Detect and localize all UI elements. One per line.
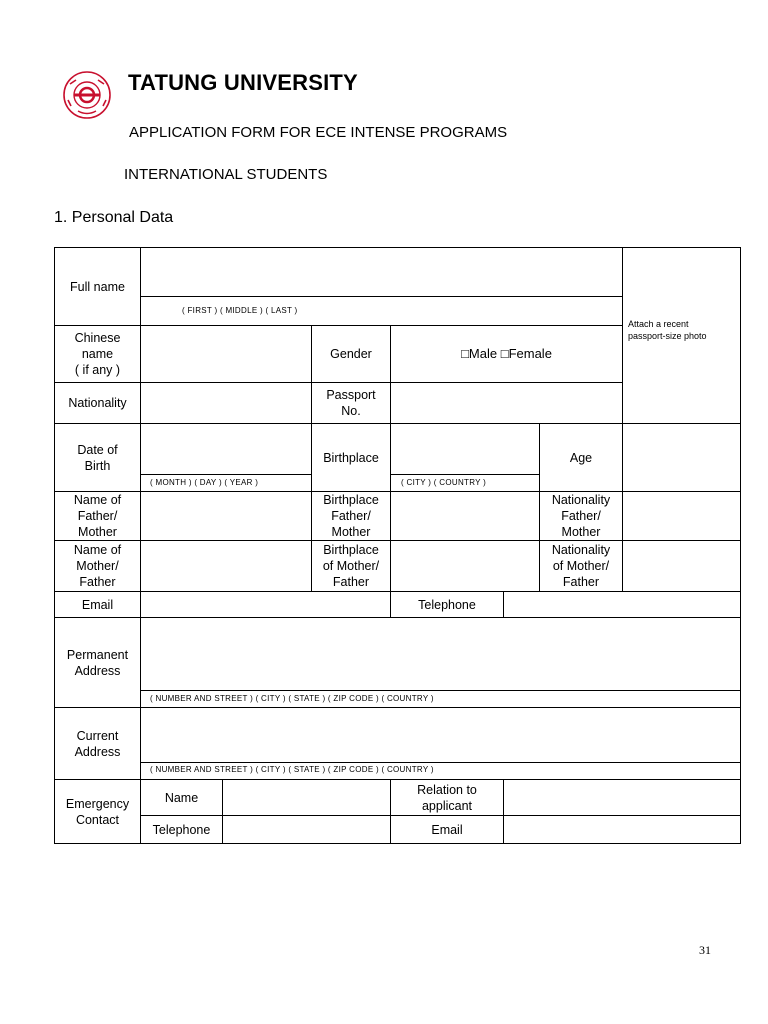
- photo-placeholder[interactable]: Attach a recent passport-size photo: [628, 319, 707, 341]
- chinese-name-input[interactable]: [141, 326, 311, 382]
- mother-birthplace-label: Birthplace of Mother/ Father: [322, 543, 380, 589]
- chinese-name-label: Chinese name ( if any ): [74, 331, 121, 377]
- gender-label: Gender: [330, 347, 372, 361]
- emergency-contact-label: Emergency Contact: [65, 796, 130, 827]
- dob-label: Date of Birth: [77, 442, 118, 473]
- current-address-label: Current Address: [74, 728, 121, 759]
- permanent-address-label: Permanent Address: [66, 647, 129, 678]
- form-title: APPLICATION FORM FOR ECE INTENSE PROGRAMS: [129, 124, 508, 141]
- emergency-email-input[interactable]: [504, 816, 740, 843]
- emergency-email-label: Email: [431, 822, 463, 837]
- telephone-input[interactable]: [504, 592, 740, 617]
- full-name-hint: ( FIRST ) ( MIDDLE ) ( LAST ): [182, 306, 298, 315]
- full-name-input[interactable]: [141, 248, 622, 296]
- university-name: TATUNG UNIVERSITY: [128, 70, 358, 95]
- mother-name-label: Name of Mother/ Father: [73, 543, 122, 589]
- father-birthplace-label: Birthplace Father/ Mother: [323, 493, 379, 539]
- email-input[interactable]: [141, 592, 390, 617]
- emergency-name-input[interactable]: [223, 780, 390, 815]
- current-address-input[interactable]: [141, 708, 740, 762]
- emergency-telephone-label: Telephone: [152, 822, 211, 837]
- passport-input[interactable]: [391, 383, 622, 423]
- nationality-input[interactable]: [141, 383, 311, 423]
- emergency-telephone-input[interactable]: [223, 816, 390, 843]
- permanent-address-input[interactable]: [141, 618, 740, 690]
- page-number: 31: [699, 943, 711, 957]
- section-heading: 1. Personal Data: [54, 209, 174, 226]
- father-name-label: Name of Father/ Mother: [73, 493, 122, 539]
- dob-hint: ( MONTH ) ( DAY ) ( YEAR ): [150, 478, 259, 487]
- father-nationality-input[interactable]: [623, 492, 740, 540]
- father-birthplace-input[interactable]: [391, 492, 539, 540]
- mother-nationality-input[interactable]: [623, 541, 740, 591]
- mother-birthplace-input[interactable]: [391, 541, 539, 591]
- permanent-address-hint: ( NUMBER AND STREET ) ( CITY ) ( STATE ) ( ZIP CODE ) ( COUNTRY ): [150, 694, 434, 703]
- age-label: Age: [569, 450, 593, 465]
- age-input[interactable]: [623, 424, 740, 491]
- mother-name-input[interactable]: [141, 541, 311, 591]
- emergency-relation-input[interactable]: [504, 780, 740, 815]
- nationality-label: Nationality: [68, 396, 127, 410]
- passport-label: Passport No.: [326, 388, 376, 418]
- birthplace-input[interactable]: [391, 424, 539, 474]
- father-name-input[interactable]: [141, 492, 311, 540]
- emergency-name-label: Name: [164, 790, 199, 805]
- gender-options[interactable]: □Male □Female: [461, 346, 552, 361]
- email-label: Email: [81, 597, 114, 612]
- current-address-hint: ( NUMBER AND STREET ) ( CITY ) ( STATE ) ( ZIP CODE ) ( COUNTRY ): [150, 765, 434, 774]
- birthplace-label: Birthplace: [323, 450, 379, 465]
- emergency-relation-label: Relation to applicant: [417, 782, 477, 813]
- telephone-label: Telephone: [418, 597, 476, 612]
- dob-input[interactable]: [141, 424, 311, 474]
- full-name-label: Full name: [70, 279, 125, 294]
- mother-nationality-label: Nationality of Mother/ Father: [551, 543, 611, 589]
- birthplace-hint: ( CITY ) ( COUNTRY ): [401, 478, 487, 487]
- father-nationality-label: Nationality Father/ Mother: [551, 493, 611, 539]
- form-subtitle: INTERNATIONAL STUDENTS: [124, 166, 328, 183]
